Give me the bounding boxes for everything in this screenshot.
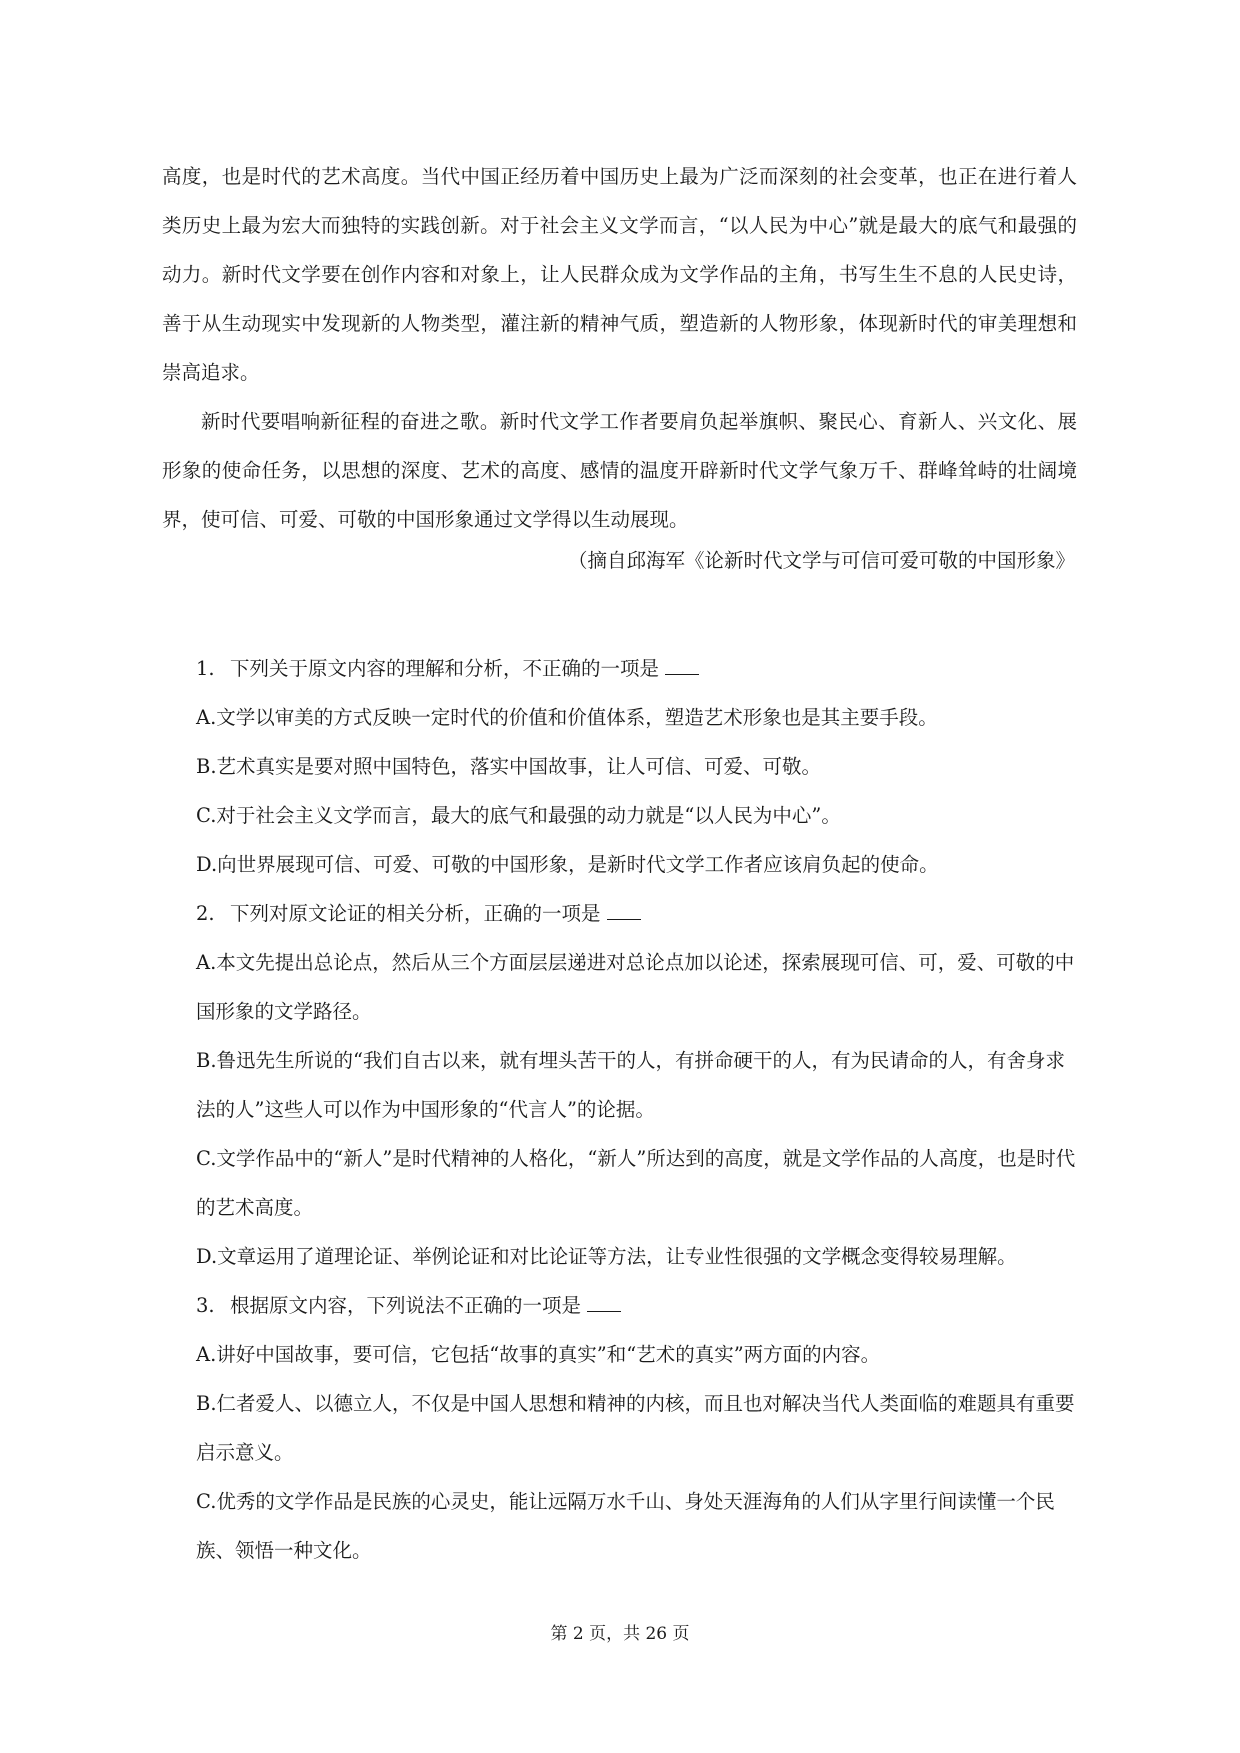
question-text: 下列关于原文内容的理解和分析，不正确的一项是 (230, 657, 660, 680)
question-2 (196, 889, 1081, 1281)
question-stem (196, 1281, 1081, 1330)
source-attribution: （摘自邱海军《论新时代文学与可信可爱可敬的中国形象》 (567, 549, 1075, 572)
option-a: A.文学以审美的方式反映一定时代的价值和价值体系，塑造艺术形象也是其主要手段。 (196, 706, 938, 729)
answer-blank (607, 901, 641, 920)
option-c: C.对于社会主义文学而言，最大的底气和最强的动力就是“以人民为中心”。 (196, 804, 841, 827)
question-text: 根据原文内容，下列说法不正确的一项是 (230, 1294, 582, 1317)
option-a: A.讲好中国故事，要可信，它包括“故事的真实”和“艺术的真实”两方面的内容。 (196, 1343, 881, 1366)
passage-paragraph: 高度，也是时代的艺术高度。当代中国正经历着中国历史上最为广泛而深刻的社会变革，也正在进行着人类历史上最为宏大而独特的实践创新。对于社会主义文学而言，“以人民为中心”就是最大的底气和最强的动力。新时代文学要在创作内容和对象上，让人民群众成为文学作品的主角，书写生生不息的人民史诗，善于从生动现实中发现新的人物类型，灌注新的精神气质，塑造新的人物形象，体现新时代的审美理想和崇高追求。 (162, 165, 1077, 384)
option-a: A.本文先提出总论点，然后从三个方面层层递进对总论点加以论述，探索展现可信、可，爱、可敬的中国形象的文学路径。 (196, 951, 1075, 1023)
page-footer: 第 2 页，共 26 页 (550, 1624, 690, 1644)
option-c: C.文学作品中的“新人”是时代精神的人格化，“新人”所达到的高度，就是文学作品的人高度，也是时代的艺术高度。 (196, 1147, 1076, 1219)
answer-blank (587, 1293, 621, 1312)
question-1 (196, 644, 1081, 889)
reading-passage (162, 152, 1077, 544)
question-text: 下列对原文论证的相关分析，正确的一项是 (230, 902, 601, 925)
question-number: 2. (196, 902, 215, 925)
option-c: C.优秀的文学作品是民族的心灵史，能让远隔万水千山、身处天涯海角的人们从字里行间读懂一个民族、领悟一种文化。 (196, 1490, 1055, 1562)
question-stem (196, 644, 1081, 693)
option-d: D.文章运用了道理论证、举例论证和对比论证等方法，让专业性很强的文学概念变得较易理解。 (196, 1245, 1017, 1268)
question-number: 3. (196, 1294, 215, 1317)
question-stem (196, 889, 1081, 938)
question-number: 1. (196, 657, 215, 680)
option-d: D.向世界展现可信、可爱、可敬的中国形象，是新时代文学工作者应该肩负起的使命。 (196, 853, 939, 876)
passage-paragraph: 新时代要唱响新征程的奋进之歌。新时代文学工作者要肩负起举旗帜、聚民心、育新人、兴文化、展形象的使命任务，以思想的深度、艺术的高度、感情的温度开辟新时代文学气象万千、群峰耸峙的壮阔境界，使可信、可爱、可敬的中国形象通过文学得以生动展现。 (162, 410, 1077, 531)
option-b: B.仁者爱人、以德立人，不仅是中国人思想和精神的内核，而且也对解决当代人类面临的难题具有重要启示意义。 (196, 1392, 1075, 1464)
question-list (196, 644, 1081, 1575)
answer-blank (665, 656, 699, 675)
question-3 (196, 1281, 1081, 1575)
option-b: B.艺术真实是要对照中国特色，落实中国故事，让人可信、可爱、可敬。 (196, 755, 822, 778)
option-b: B.鲁迅先生所说的“我们自古以来，就有埋头苦干的人，有拼命硬干的人，有为民请命的人，有舍身求法的人”这些人可以作为中国形象的“代言人”的论据。 (196, 1049, 1065, 1121)
